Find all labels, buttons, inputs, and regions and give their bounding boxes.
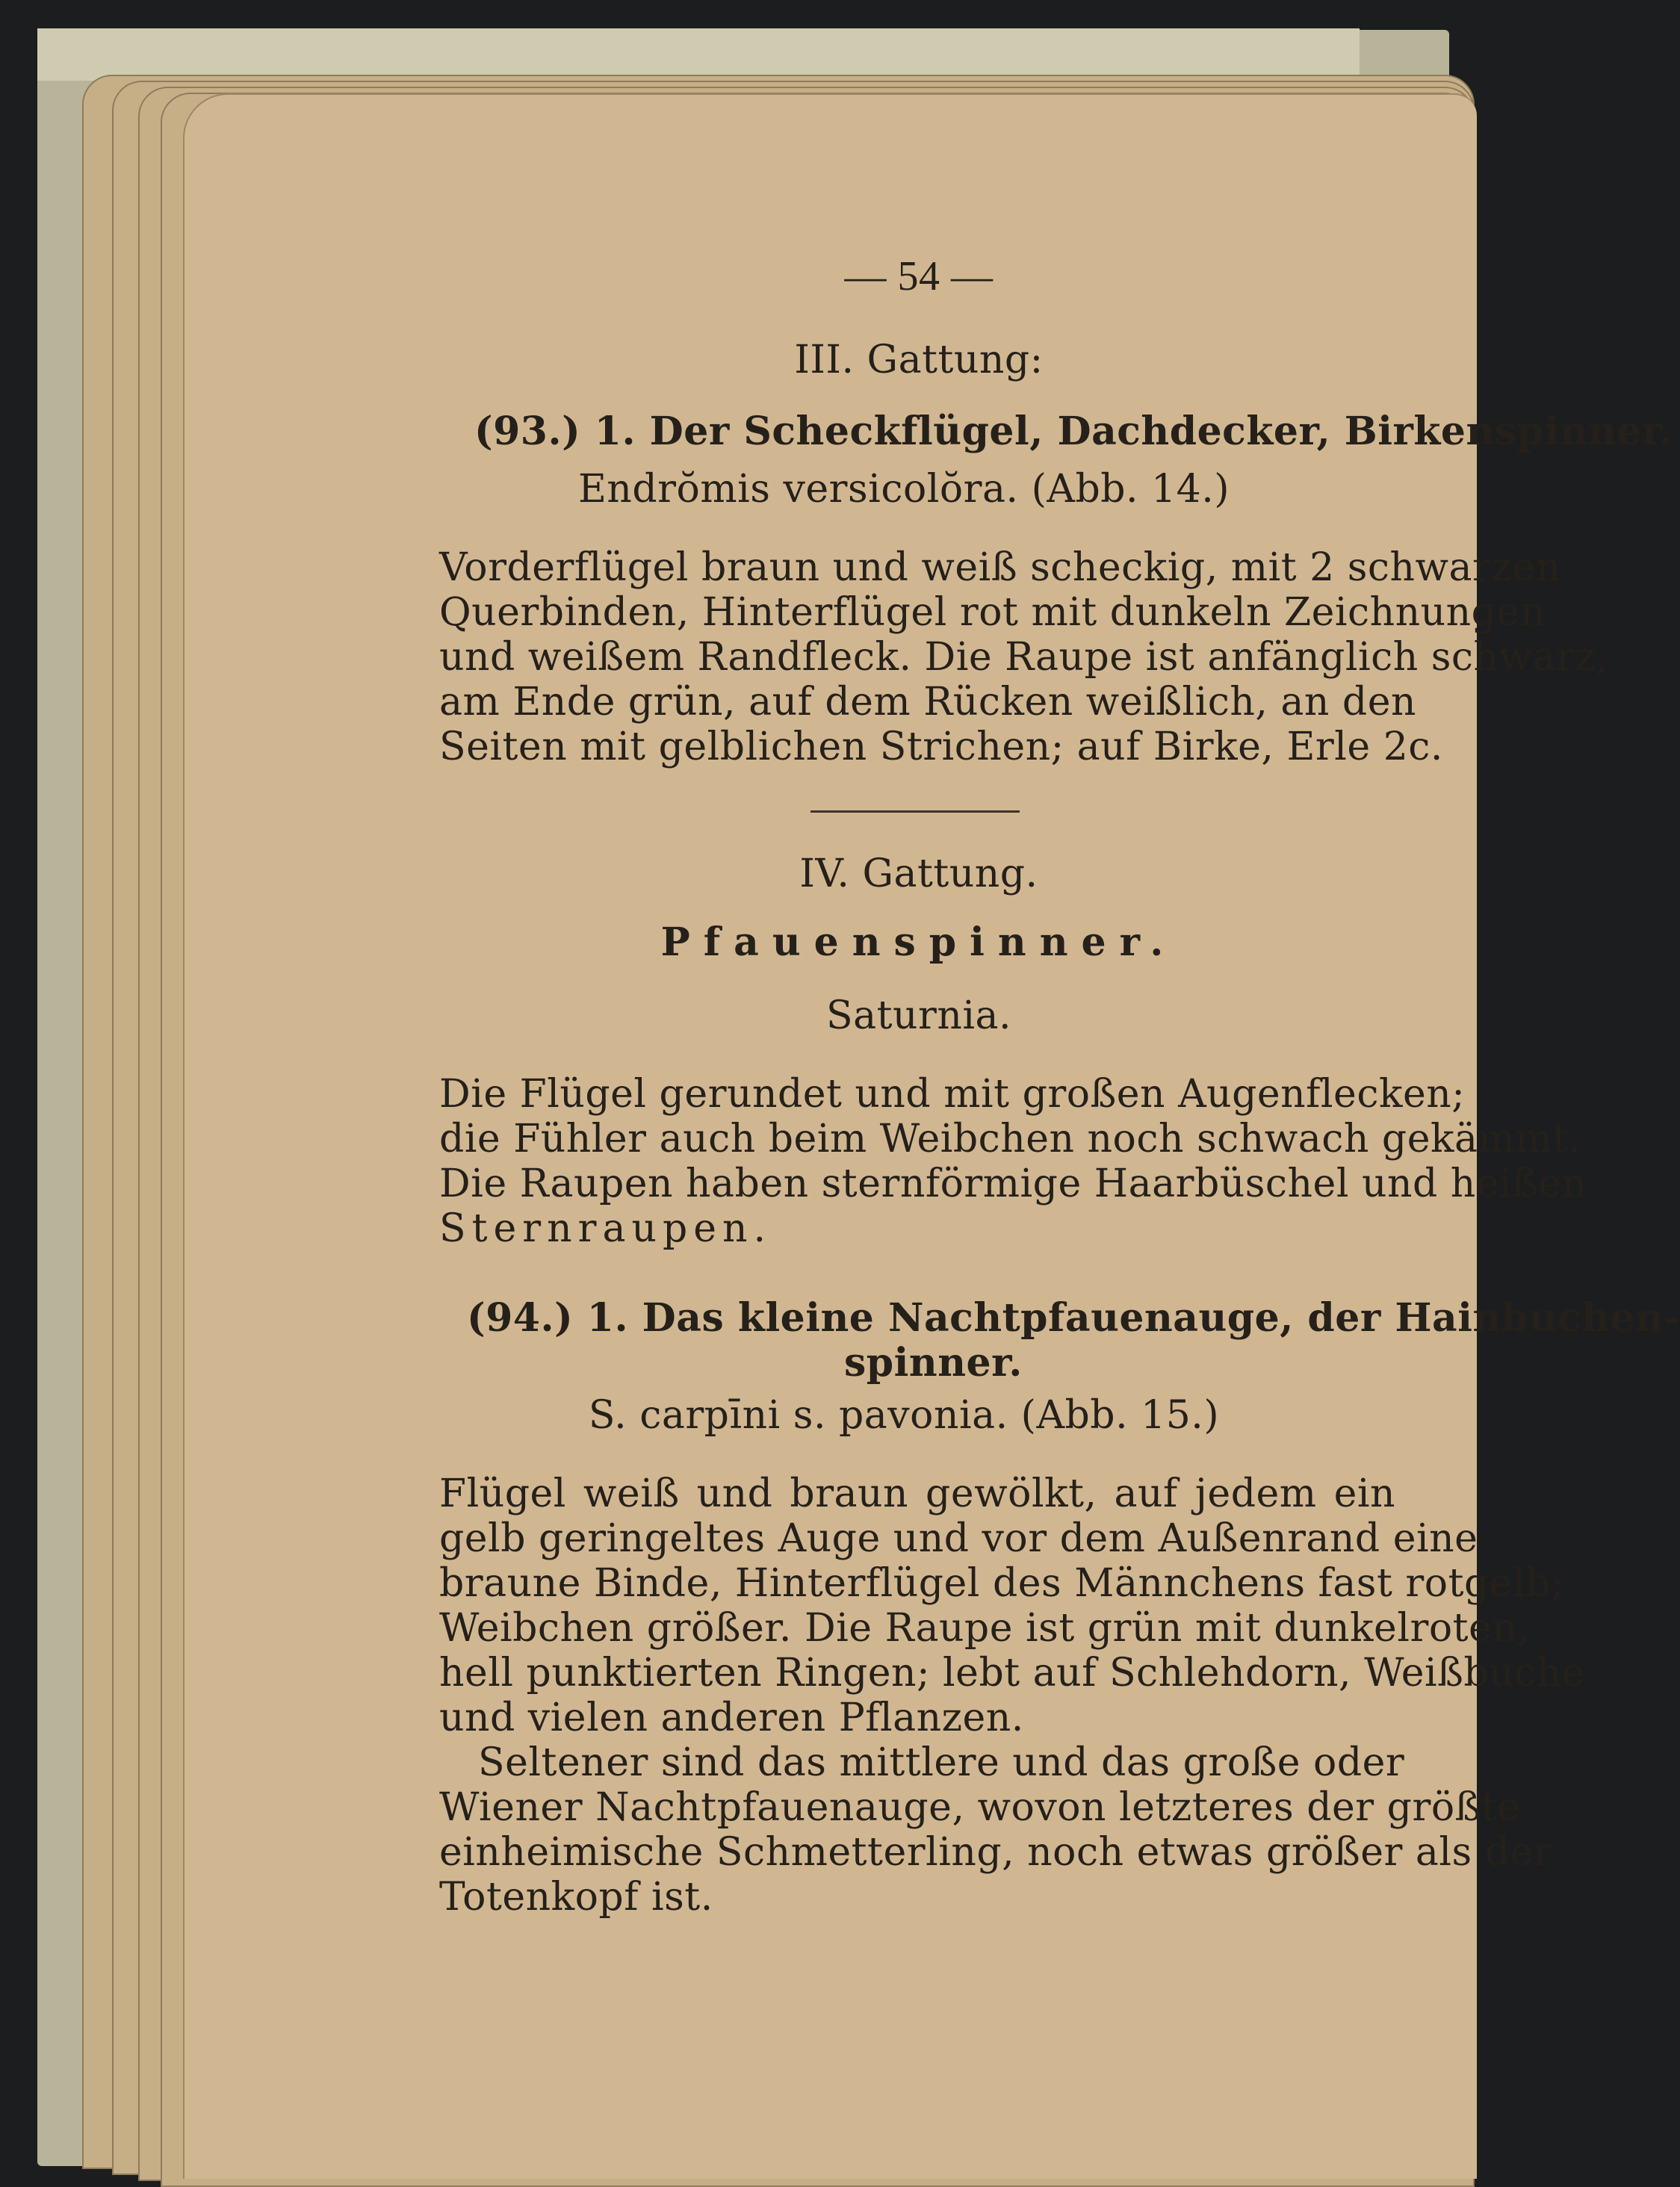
description-line: Die Flügel gerundet und mit großen Augenflecken;: [439, 1072, 1466, 1117]
entry-title: spinner.: [844, 1340, 1023, 1386]
description-line: Die Raupen haben sternförmige Haarbüschel und heißen: [439, 1161, 1587, 1206]
entry-latin: Endrŏmis versicolŏra. (Abb. 14.): [577, 467, 1230, 512]
entry-title: (93.) 1. Der Scheckflügel, Dachdecker, Birkenspinner.: [474, 409, 1673, 454]
entry-latin: S. carpīni s. pavonia. (Abb. 15.): [588, 1393, 1220, 1438]
page-number: — 54 —: [844, 253, 994, 300]
note-line: Wiener Nachtpfauenauge, wovon letzteres der größte: [439, 1785, 1521, 1830]
description-line: die Fühler auch beim Weibchen noch schwach gekämmt.: [439, 1117, 1581, 1161]
entry-title: (94.) 1. Das kleine Nachtpfauenauge, der Hainbuchen-: [467, 1295, 1680, 1341]
description-line: Querbinden, Hinterflügel rot mit dunkeln Zeichnungen: [439, 590, 1546, 635]
note-line: einheimische Schmetterling, noch etwas größer als der: [439, 1830, 1553, 1875]
section-divider: [810, 810, 1020, 813]
family-latin: Saturnia.: [825, 993, 1012, 1038]
description-line: hell punktierten Ringen; lebt auf Schlehdorn, Weißbuche: [439, 1651, 1586, 1696]
description-line: Sternraupen.: [439, 1206, 772, 1251]
description-line: am Ende grün, auf dem Rücken weißlich, an den: [439, 680, 1416, 725]
description-line: Flügel weiß und braun gewölkt, auf jedem ein: [439, 1471, 1395, 1516]
description-line: Seiten mit gelblichen Strichen; auf Birke, Erle 2c.: [439, 725, 1443, 769]
gattung-heading: III. Gattung:: [794, 338, 1044, 382]
description-line: und vielen anderen Pflanzen.: [439, 1696, 1024, 1740]
note-line: Totenkopf ist.: [439, 1875, 713, 1920]
description-line: Weibchen größer. Die Raupe ist grün mit dunkelroten,: [439, 1606, 1531, 1651]
description-line: und weißem Randfleck. Die Raupe ist anfänglich schwarz,: [439, 635, 1609, 680]
family-name: Pfauenspinner.: [660, 919, 1177, 965]
description-line: gelb geringeltes Auge und vor dem Außenrand eine: [439, 1516, 1478, 1561]
description-line: braune Binde, Hinterflügel des Männchens fast rotgelb;: [439, 1561, 1564, 1606]
note-line: Seltener sind das mittlere und das große oder: [478, 1740, 1405, 1785]
gattung-heading: IV. Gattung.: [799, 851, 1038, 896]
description-line: Vorderflügel braun und weiß scheckig, mit 2 schwarzen: [439, 545, 1561, 590]
